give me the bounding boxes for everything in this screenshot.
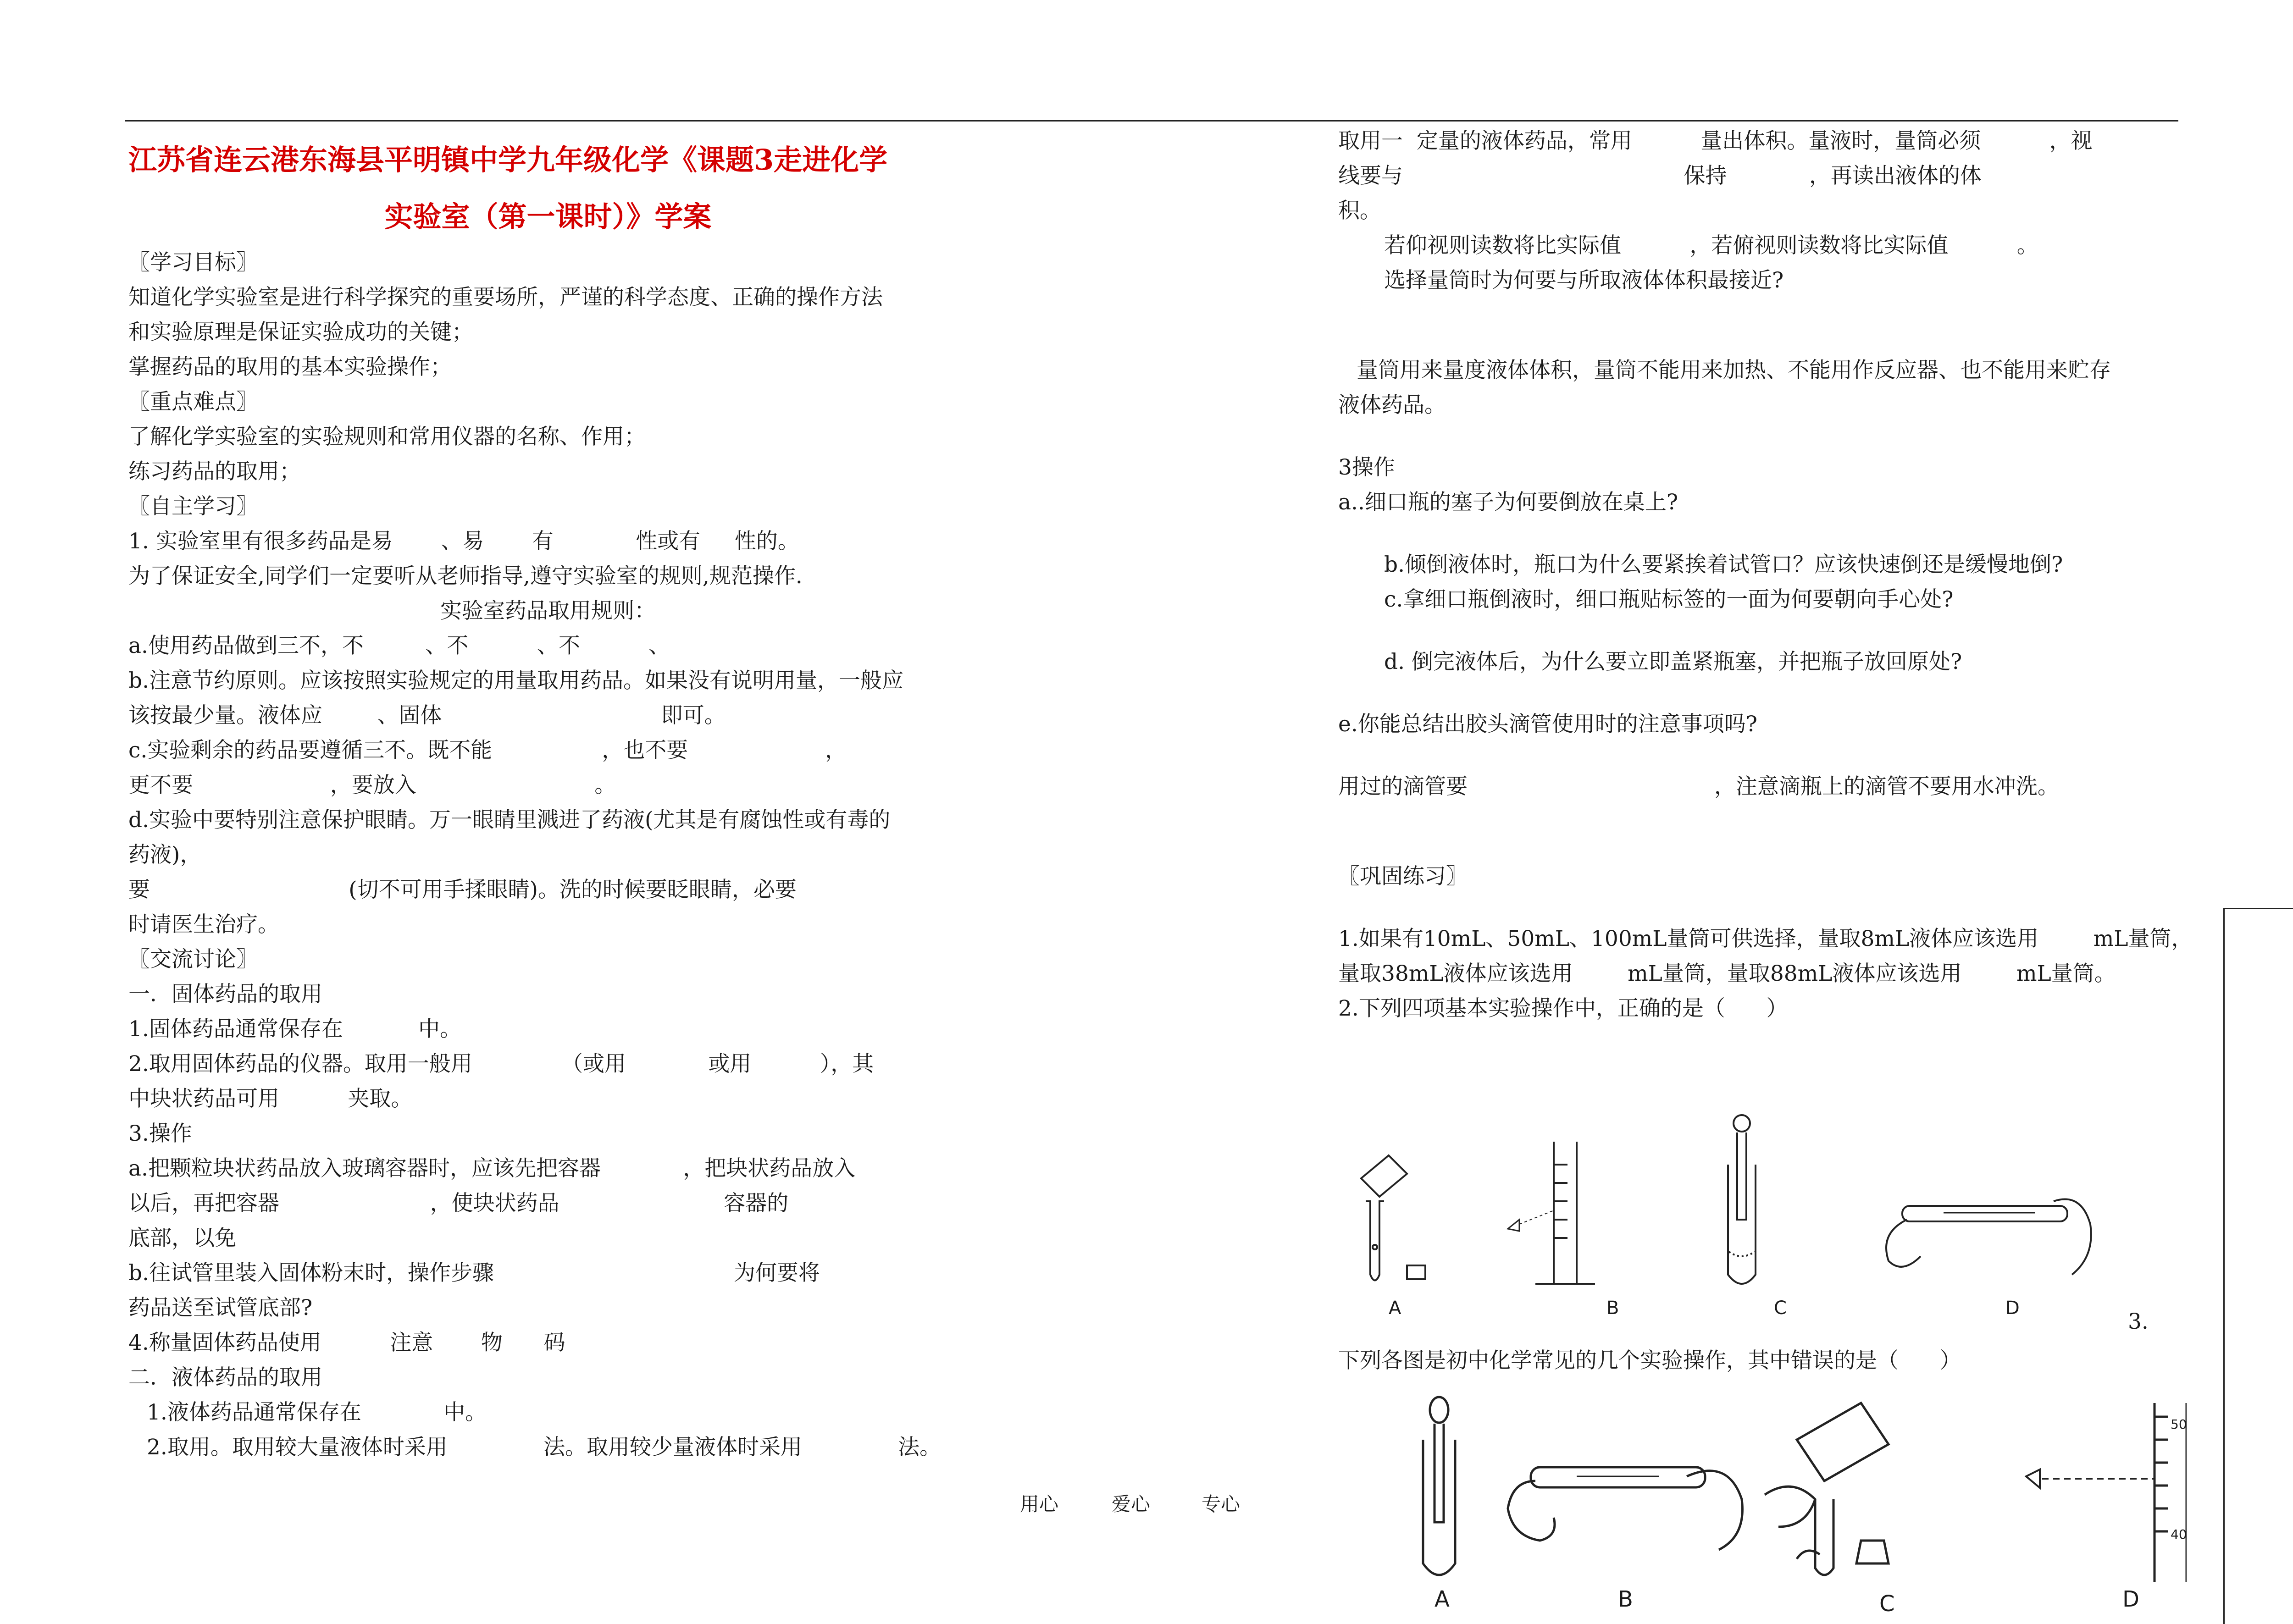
text-line: b.注意节约原则。应该按照实验规定的用量取用药品。如果没有说明用量，一般应 [128, 668, 904, 693]
text-line: 药液)， [128, 842, 202, 867]
text-line: 中块状药品可用 夹取。 [128, 1086, 413, 1111]
text-line: 要 (切不可用手揉眼睛)。洗的时候要眨眼睛，必要 [128, 877, 797, 902]
text-line: 了解化学实验室的实验规则和常用仪器的名称、作用； [128, 424, 646, 449]
text-line: 2.取用。取用较大量液体时采用 法。取用较少量液体时采用 法。 [147, 1435, 942, 1460]
figure-label: B [1618, 1586, 1633, 1612]
text-line: 用过的滴管要 ，注意滴瓶上的滴管不要用水冲洗。 [1338, 774, 2059, 799]
text-line: 选择量筒时为何要与所取液体体积最接近? [1384, 268, 1784, 293]
text-line: 〖重点难点〗 [128, 389, 258, 414]
text-line: 2.下列四项基本实验操作中，正确的是（ ） [1338, 996, 1788, 1021]
text-line: 取用一 定量的液体药品，常用 量出体积。量液时，量筒必须 ，视 [1338, 128, 2093, 154]
figure-label: B [1606, 1298, 1619, 1319]
lab-illustration-1 [1338, 1110, 2141, 1302]
text-line: 2.取用固体药品的仪器。取用一般用 （或用 或用 ），其 [128, 1051, 874, 1077]
text-line: 1. 实验室里有很多药品是易 、易 有 性或有 性的。 [128, 529, 799, 554]
text-line: 实验室药品取用规则： [440, 598, 656, 624]
title-line-1: 江苏省连云港东海县平明镇中学九年级化学《课题3走进化学 [128, 143, 888, 177]
text-line: 3操作 [1338, 455, 1395, 480]
footer-item: 专心 [1202, 1493, 1241, 1515]
text-line: 更不要 ，要放入 。 [128, 773, 616, 798]
text-line: 〖巩固练习〗 [1338, 864, 1468, 889]
text-line: 3.操作 [128, 1121, 192, 1146]
figure-row-2 [1338, 1389, 2187, 1624]
figure-row-1 [1338, 1110, 2141, 1330]
lab-illustration-2 [1338, 1389, 2187, 1586]
text-line: 量取38mL液体应该选用 mL量筒，量取88mL液体应该选用 mL量筒。 [1338, 961, 2116, 986]
text-line: 该按最少量。液体应 、固体 即可。 [128, 703, 726, 728]
figure-label: A [1435, 1586, 1450, 1612]
margin-box-vrule [2223, 908, 2225, 1624]
text-line: c.实验剩余的药品要遵循三不。既不能 ，也不要 ， [128, 738, 847, 763]
footer-item: 用心 [1020, 1493, 1059, 1515]
text-line: 液体药品。 [1338, 392, 1446, 418]
text-line: 一．固体药品的取用 [128, 982, 322, 1007]
text-line: 4.称量固体药品使用 注意 物 码 [128, 1330, 565, 1355]
footer-item: 爱心 [1112, 1493, 1151, 1515]
figure-label: C [1879, 1591, 1895, 1617]
text-line: 药品送至试管底部? [128, 1295, 313, 1320]
text-line: 1.固体药品通常保存在 中。 [128, 1016, 462, 1042]
figure-label: A [1389, 1298, 1401, 1319]
text-line: 若仰视则读数将比实际值 ，若俯视则读数将比实际值 。 [1384, 233, 2038, 258]
figure-label: D [2005, 1298, 2020, 1319]
text-line: 量筒用来量度液体体积，量筒不能用来加热、不能用作反应器、也不能用来贮存 [1357, 358, 2111, 383]
text-line: 线要与 保持 ，再读出液体的体 [1338, 163, 1982, 188]
text-line: 1.如果有10mL、50mL、100mL量筒可供选择，量取8mL液体应该选用 mL量筒， [1338, 926, 2193, 951]
question-number: 3. [2128, 1309, 2149, 1334]
text-line: 〖交流讨论〗 [128, 947, 258, 972]
left-column [128, 131, 968, 1465]
text-line: 知道化学实验室是进行科学探究的重要场所，严谨的科学态度、正确的操作方法 [128, 285, 883, 310]
text-line: e.你能总结出胶头滴管使用时的注意事项吗? [1338, 712, 1757, 737]
title-line-2: 实验室（第一课时）》学案 [384, 200, 712, 233]
text-line: a..细口瓶的塞子为何要倒放在桌上? [1338, 490, 1678, 515]
cylinder-mark: 50 [2171, 1417, 2187, 1432]
text-line: 二．液体药品的取用 [128, 1365, 322, 1390]
text-line: 积。 [1338, 198, 1381, 223]
text-line: d.实验中要特别注意保护眼睛。万一眼睛里溅进了药液(尤其是有腐蚀性或有毒的 [128, 807, 891, 833]
cylinder-mark: 40 [2171, 1527, 2187, 1542]
text-line: 以后，再把容器 ，使块状药品 容器的 [128, 1191, 789, 1216]
text-line: c.拿细口瓶倒液时，细口瓶贴标签的一面为何要朝向手心处? [1384, 587, 1954, 612]
text-line: 1.液体药品通常保存在 中。 [147, 1400, 487, 1425]
figure-label: D [2122, 1586, 2139, 1612]
right-column [1338, 124, 2193, 1026]
text-line: b.倾倒液体时，瓶口为什么要紧挨着试管口？应该快速倒还是缓慢地倒? [1384, 552, 2063, 577]
question-3-text: 下列各图是初中化学常见的几个实验操作，其中错误的是（ ） [1338, 1348, 1961, 1373]
margin-box-rule [2223, 908, 2293, 909]
figure-label: C [1774, 1298, 1787, 1319]
text-line: 〖学习目标〗 [128, 250, 258, 275]
text-line: 〖自主学习〗 [128, 494, 258, 519]
text-line: 掌握药品的取用的基本实验操作； [128, 354, 452, 380]
text-line: a.把颗粒块状药品放入玻璃容器时，应该先把容器 ，把块状药品放入 [128, 1156, 856, 1181]
text-line: 和实验原理是保证实验成功的关键； [128, 320, 473, 345]
text-line: b.往试管里装入固体粉末时，操作步骤 为何要将 [128, 1260, 820, 1286]
text-line: 练习药品的取用； [128, 459, 301, 484]
text-line: 底部，以免 [128, 1226, 236, 1251]
text-line: a.使用药品做到三不，不 、不 、不 、 [128, 633, 670, 658]
text-line: 时请医生治疗。 [128, 912, 279, 937]
text-line: 为了保证安全,同学们一定要听从老师指导,遵守实验室的规则,规范操作. [128, 563, 803, 589]
text-line: d. 倒完液体后，为什么要立即盖紧瓶塞，并把瓶子放回原处? [1384, 649, 1962, 674]
header-rule [125, 120, 2178, 122]
